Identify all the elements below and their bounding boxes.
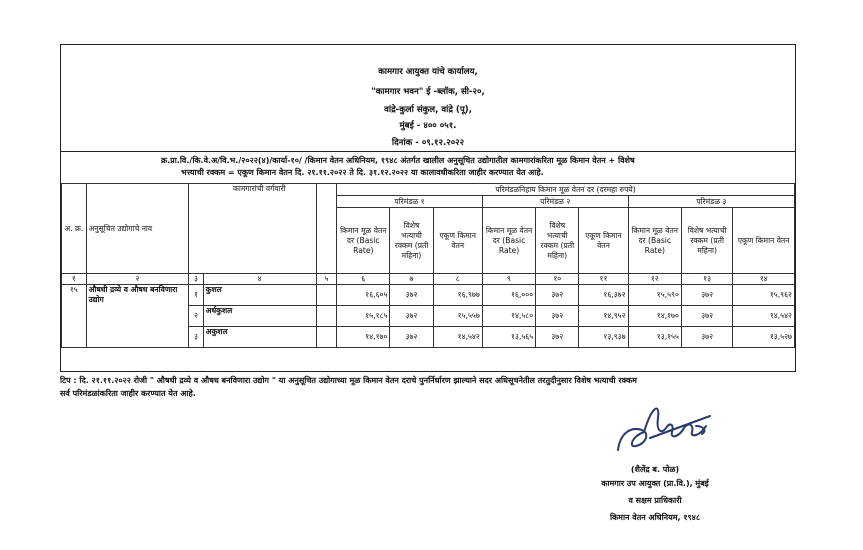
wage-cell: ३७२: [536, 306, 579, 327]
wage-cell: १३,५२७: [733, 327, 795, 348]
z1-special-header: विशेष भत्याची रक्कम (प्रती महिना): [390, 208, 433, 274]
signatory-authority: व सक्षम प्राधिकारी: [628, 496, 682, 505]
wage-cell: १५,१८५: [337, 306, 390, 327]
column-number-row: [62, 274, 795, 285]
zone-2-header: परिमंडळ २: [482, 196, 628, 208]
col-number: ७: [390, 274, 433, 285]
wage-cell: ३७२: [536, 285, 579, 306]
wage-cell: १४,९५२: [579, 306, 628, 327]
wage-cell: ३७२: [681, 306, 732, 327]
footnote-line-1: टिप : दि. २१.११.२०२२ रोजी " औषधी द्रव्ये व औषध बनविणारा उद्योग " या अनुसूचित उद्योगाच्या मूळ किमान वेतन दराचे पुनर्निर्धारण झाल्याने सदर अधिसूचनेतील तरतुदीनुसार विशेष भत्याची रक्कम: [60, 376, 637, 385]
header-spacer: [189, 184, 203, 274]
wage-cell: १४,१७०: [337, 327, 390, 348]
zone-3-header: परिमंडळ ३: [628, 196, 794, 208]
z3-total-header: एकूण किमान वेतन: [733, 208, 795, 274]
address-city: मुंबई - ४०० ०५१.: [399, 121, 457, 131]
col-number: ३: [189, 274, 203, 285]
empty-cell: [316, 306, 337, 327]
category-number: २: [189, 306, 203, 327]
order-line-1: क्र.प्रा.वि./कि.वे.अ/वि.भ./२०२२(४)/कार्या-१०/ /किमान वेतन अधिनियम, १९४८ अंतर्गत खालील अनुसूचित उद्योगातील कामगारांकरिता मूळ किमान वेतन + विशेष: [161, 156, 635, 165]
col-number: २: [86, 274, 189, 285]
category-number: १: [189, 285, 203, 306]
office-title: कामगार आयुक्त यांचे कार्यालय,: [378, 67, 478, 77]
z3-special-header: विशेष भत्याची रक्कम (प्रती महिना): [681, 208, 732, 274]
document-frame: [60, 44, 796, 372]
address-line-1: "कामगार भवन" ई -ब्लॉक, सी-२०,: [371, 87, 485, 97]
wage-cell: १६,०००: [482, 285, 535, 306]
empty-cell: [316, 285, 337, 306]
wage-cell: ३७२: [390, 327, 433, 348]
col-number: १०: [536, 274, 579, 285]
header-date: दिनांक - ०९.१२.२०२२: [391, 138, 465, 148]
empty-cell: [316, 327, 337, 348]
col-number: ११: [579, 274, 628, 285]
col-number: १: [62, 274, 87, 285]
row-industry: औषधी द्रव्ये व औषध बनविणारा उद्योग: [86, 285, 189, 348]
col-number: १२: [628, 274, 681, 285]
z1-total-header: एकूण किमान वेतन: [433, 208, 482, 274]
col-number: ९: [482, 274, 535, 285]
wage-cell: ३७२: [681, 327, 732, 348]
category-name: अर्धकुशल: [203, 306, 316, 327]
header-zone-rates: परिमंडळनिहाय किमान मूळ वेतन दर (दरमहा रुपये): [337, 184, 795, 196]
z1-basic-header: किमान मूळ वेतन दर (Basic Rate): [337, 208, 390, 274]
col-number: ६: [337, 274, 390, 285]
signatory-act: किमान वेतन अधिनियम, १९४८: [609, 513, 701, 522]
wage-cell: १६,६०५: [337, 285, 390, 306]
footnote-line-2: सर्व परिमंडळांकरिता जाहीर करण्यात येत आहे.: [60, 389, 196, 398]
category-number: ३: [189, 327, 203, 348]
col-number: १४: [733, 274, 795, 285]
header-industry: अनुसूचित उद्योगाचे नाव: [86, 184, 189, 274]
wage-cell: १५,९६२: [733, 285, 795, 306]
signatory-name: (शैलेंद्र ब. पोळ): [630, 465, 680, 474]
z3-basic-header: किमान मूळ वेतन दर (Basic Rate): [628, 208, 681, 274]
header-divider: [61, 151, 795, 152]
header-serial: अ. क्र.: [62, 184, 87, 274]
wage-cell: १५,५९०: [628, 285, 681, 306]
wage-cell: ३७२: [390, 306, 433, 327]
order-line-2: भत्त्याची रक्कम = एकूण किमान वेतन दि. २१.११.२०२२ ते दि. ३१.१२.२०२२ या कालावधीकरिता जाहीर करण्यात येत आहे.: [181, 168, 544, 177]
wage-table: [61, 183, 795, 348]
col-number: १३: [681, 274, 732, 285]
wage-cell: १३,५६५: [482, 327, 535, 348]
wage-cell: १३,९३७: [579, 327, 628, 348]
wage-cell: ३७२: [681, 285, 732, 306]
z2-special-header: विशेष भत्याची रक्कम (प्रती महिना): [536, 208, 579, 274]
z2-basic-header: किमान मूळ वेतन दर (Basic Rate): [482, 208, 535, 274]
col-number: ४: [203, 274, 316, 285]
header-col5: [316, 184, 337, 274]
z2-total-header: एकूण किमान वेतन: [579, 208, 628, 274]
wage-cell: १६,३७२: [579, 285, 628, 306]
wage-cell: ३७२: [390, 285, 433, 306]
wage-cell: १४,५४२: [733, 306, 795, 327]
wage-cell: १४,५८०: [482, 306, 535, 327]
signatory-designation: कामगार उप आयुक्त (प्रा.वि.), मुंबई: [601, 479, 709, 488]
col-number: ८: [433, 274, 482, 285]
wage-cell: १४,१७०: [628, 306, 681, 327]
wage-cell: १५,५५७: [433, 306, 482, 327]
address-line-2: वांद्रे-कुर्ला संकुल, वांद्रे (पू),: [384, 105, 472, 115]
wage-cell: १४,५४२: [433, 327, 482, 348]
wage-cell: १६,९७७: [433, 285, 482, 306]
header-category: कामगारांची वर्गवारी: [203, 184, 316, 274]
row-serial: १५: [62, 285, 87, 348]
order-text: [161, 155, 791, 179]
category-name: अकुशल: [203, 327, 316, 348]
wage-cell: ३७२: [536, 327, 579, 348]
category-name: कुशल: [203, 285, 316, 306]
zone-1-header: परिमंडळ १: [337, 196, 483, 208]
table-row: [62, 285, 795, 306]
col-number: ५: [316, 274, 337, 285]
signature-image: [610, 396, 720, 464]
wage-cell: १३,१५५: [628, 327, 681, 348]
